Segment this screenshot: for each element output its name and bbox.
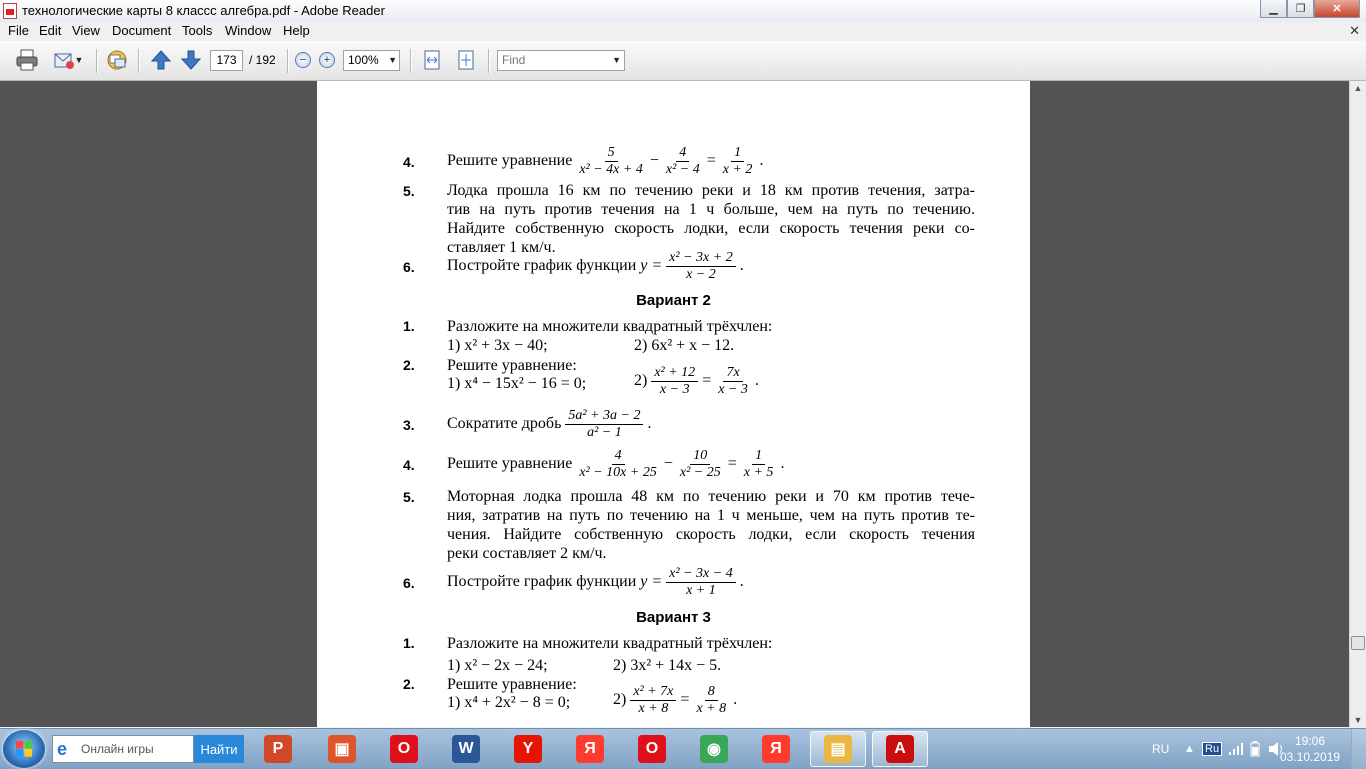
answer-option: 2) 3x² + 14x − 5. [613,657,722,674]
taskbar-app-button[interactable] [810,731,866,767]
toolbar-separator [96,49,97,73]
numerator: 4 [612,448,625,465]
task-text: Постройте график функции [447,257,637,275]
equation-line [447,408,651,441]
item-number: 4. [403,457,415,473]
operator: = [727,455,737,473]
email-share-icon [53,49,75,71]
taskbar-app-button[interactable] [438,731,494,767]
network-icon[interactable] [1228,729,1244,769]
collaboration-button[interactable] [104,49,130,71]
denominator: x − 3 [659,382,690,397]
punctuation: . [759,152,764,170]
search-placeholder: Онлайн игры [81,742,154,756]
task-text: Разложите на множители квадратный трёхчлен: [447,635,773,652]
task-text: Решите уравнение [447,455,573,473]
item-number: 1. [403,635,415,651]
numerator: 1 [752,448,765,465]
start-button[interactable] [3,730,45,768]
find-input[interactable] [497,50,625,71]
taskbar-app-button[interactable] [500,731,556,767]
taskbar-app-button[interactable] [562,731,618,767]
fraction [651,365,698,398]
fraction [576,448,660,481]
zoom-in-icon: + [319,52,335,68]
next-page-button[interactable] [178,49,204,71]
vertical-scrollbar[interactable] [1349,81,1366,727]
task-text-line: ния, затратив на путь по течению на 1 ч меньше, чем на путь против те- [447,507,975,524]
toolbar [0,41,1366,81]
numerator: x² − 3x + 2 [666,250,736,267]
answer-option: 1) x² − 2x − 24; [447,657,548,674]
close-button[interactable]: ✕ [1314,0,1360,18]
answer-option: 1) x⁴ − 15x² − 16 = 0; [447,375,587,392]
fraction [677,448,724,481]
show-desktop-button[interactable] [1351,729,1366,769]
previous-page-button[interactable] [148,49,174,71]
window-title: технологические карты 8 классс алгебра.pdf - Adobe Reader [22,3,385,18]
denominator: x² − 10x + 25 [579,465,657,480]
task-text: Решите уравнение [447,152,573,170]
item-number: 4. [403,154,415,170]
numerator: 8 [705,684,718,701]
equation-line [634,365,759,398]
denominator: x + 2 [722,162,753,177]
equation-line [447,448,784,481]
fraction [741,448,777,481]
clock-date: 03.10.2019 [1280,750,1341,764]
print-button[interactable] [14,49,40,71]
denominator: x + 8 [696,701,727,716]
fit-width-button[interactable] [420,49,444,71]
scroll-up-icon[interactable]: ▲ [1353,83,1363,93]
denominator: a² − 1 [587,425,622,440]
task-text-line: Моторная лодка прошла 48 км по течению реки и 70 км против тече- [447,488,975,505]
menu-help[interactable]: Help [283,23,310,38]
answer-option: 2) 6x² + x − 12. [634,337,735,354]
powerpoint-icon: P [264,735,292,763]
section-heading: Вариант 3 [636,609,711,626]
task-text-line: тив на путь против течения на 1 ч больше, чем на путь по течению. [447,201,975,218]
menu-document[interactable]: Document [112,23,172,38]
option-label: 2) [613,691,627,709]
denominator: x + 8 [638,701,669,716]
item-number: 3. [403,417,415,433]
function-name: y = [640,257,663,275]
opera-icon-2: O [638,735,666,763]
task-text: Постройте график функции [447,573,637,591]
window-controls [1260,0,1360,18]
punctuation: . [733,691,738,709]
zoom-select[interactable] [343,50,400,71]
restore-button[interactable]: ❐ [1287,0,1314,18]
numerator: 10 [690,448,710,465]
fit-page-button[interactable] [454,49,478,71]
menu-view[interactable]: View [72,23,100,38]
toolbar-separator [138,49,139,73]
chevron-down-icon: ▼ [74,55,84,65]
taskbar-app-button[interactable] [376,731,432,767]
fraction [663,145,703,178]
explorer-folder-icon: ▤ [824,735,852,763]
fraction [576,145,646,178]
menu-tools[interactable]: Tools [182,23,213,38]
denominator: x² − 25 [679,465,721,480]
fraction [693,684,729,717]
task-text: Решите уравнение: [447,676,577,693]
find-placeholder: Find [502,53,526,67]
fraction [720,145,756,178]
task-text: Решите уравнение: [447,357,577,374]
operator: = [706,152,716,170]
toolbar-separator [488,49,489,73]
yandex-browser-icon-2: Я [762,735,790,763]
keyboard-layout-label: Ru [1202,742,1222,756]
taskbar-app-button[interactable] [250,731,306,767]
chevron-down-icon: ▼ [612,55,621,65]
scroll-down-icon[interactable]: ▼ [1353,715,1363,725]
battery-icon[interactable] [1250,729,1260,769]
minimize-button[interactable]: ▁ [1260,0,1287,18]
numerator: 4 [676,145,689,162]
function-name: y = [640,573,663,591]
task-text: Разложите на множители квадратный трёхчлен: [447,318,773,335]
operator: = [702,372,712,390]
adobe-reader-icon: A [886,735,914,763]
zoom-out-button[interactable] [294,49,312,71]
task-text-line: ставляет 1 км/ч. [447,239,556,256]
item-number: 1. [403,318,415,334]
denominator: x − 2 [686,267,716,282]
item-number: 5. [403,489,415,505]
chevron-down-icon: ▼ [388,55,397,65]
zoom-in-button[interactable] [318,49,336,71]
page-number-input[interactable]: 173 [210,50,243,71]
fraction [630,684,676,717]
task-text: Сократите дробь [447,415,562,433]
item-number: 6. [403,259,415,275]
answer-option: 1) x² + 3x − 40; [447,337,548,354]
task-text-line: Лодка прошла 16 км по течению реки и 18 км против течения, затра- [447,182,975,199]
menu-window[interactable]: Window [225,23,272,38]
fraction [666,250,736,283]
page-total: / 192 [249,53,276,67]
fit-width-icon [423,50,441,70]
document-viewport[interactable] [0,81,1349,727]
taskbar-app-button[interactable] [748,731,804,767]
system-clock[interactable] [1280,733,1340,765]
option-label: 2) [634,372,648,390]
title-bar [0,0,1366,23]
toolbar-separator [410,49,411,73]
search-button[interactable]: Найти [194,735,244,763]
equation-line [447,145,763,178]
fraction [565,408,643,441]
keyboard-layout[interactable] [1202,729,1222,769]
operator: − [649,152,659,170]
toolbar-separator [287,49,288,73]
adobe-reader-icon [3,3,17,19]
item-number: 5. [403,183,415,199]
taskbar [0,728,1366,769]
numerator: 5a² + 3a − 2 [565,408,643,425]
equation-line [447,566,744,599]
answer-option: 1) x⁴ + 2x² − 8 = 0; [447,694,571,711]
numerator: 1 [731,145,744,162]
printer-icon [15,49,39,71]
punctuation: . [739,257,744,275]
fraction [715,365,751,398]
fraction [666,566,736,599]
item-number: 2. [403,676,415,692]
task-text-line: Найдите собственную скорость лодки, если скорость течения реки со- [447,220,975,237]
language-indicator[interactable]: RU [1152,742,1170,756]
numerator: x² − 3x − 4 [666,566,736,583]
item-number: 2. [403,357,415,373]
operator: = [680,691,690,709]
equation-line [447,250,744,283]
pdf-page [317,81,1030,727]
presentation-icon: ▣ [328,735,356,763]
zoom-out-icon: − [295,52,311,68]
arrow-down-icon [180,49,202,71]
section-heading: Вариант 2 [636,292,711,309]
close-document-icon[interactable]: ✕ [1349,23,1360,38]
denominator: x − 3 [718,382,748,397]
operator: − [663,455,673,473]
taskbar-app-button[interactable] [314,731,370,767]
taskbar-app-button[interactable] [686,731,742,767]
punctuation: . [647,415,652,433]
clock-time: 19:06 [1294,734,1326,748]
collaboration-icon [105,49,129,71]
numerator: 5 [605,145,618,162]
denominator: x² − 4x + 4 [579,162,643,177]
numerator: x² + 7x [630,684,676,701]
yandex-icon: Y [514,735,542,763]
punctuation: . [754,372,759,390]
denominator: x + 5 [743,465,774,480]
denominator: x + 1 [686,583,716,598]
chrome-icon: ◉ [700,735,728,763]
task-text-line: чения. Найдите собственную скорость лодки, если скорость течения [447,526,975,543]
denominator: x² − 4 [665,162,700,177]
share-button[interactable] [50,49,86,71]
opera-icon: O [390,735,418,763]
menu-bar [0,22,1366,41]
scrollbar-thumb[interactable] [1351,636,1365,650]
word-icon: W [452,735,480,763]
menu-edit[interactable]: Edit [39,23,62,38]
equation-line [613,684,737,717]
taskbar-app-button[interactable] [624,731,680,767]
numerator: 7x [723,365,742,382]
taskbar-search-input[interactable] [52,735,194,763]
punctuation: . [739,573,744,591]
task-text-line: реки составляет 2 км/ч. [447,545,607,562]
zoom-value: 100% [348,53,379,67]
tray-expand-icon[interactable]: ▲ [1184,743,1195,755]
fit-page-icon [457,50,475,70]
numerator: x² + 12 [651,365,698,382]
yandex-browser-icon: Я [576,735,604,763]
punctuation: . [780,455,785,473]
internet-explorer-icon: e [57,739,68,759]
taskbar-app-button[interactable] [872,731,928,767]
menu-file[interactable]: File [8,23,29,38]
item-number: 6. [403,575,415,591]
arrow-up-icon [150,49,172,71]
